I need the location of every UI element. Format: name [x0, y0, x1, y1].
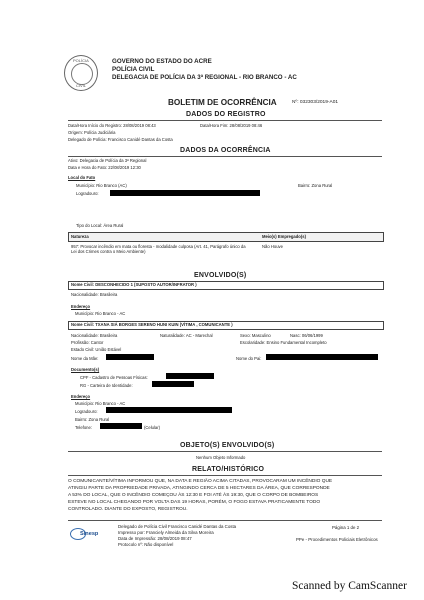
- person2-cpf-label: CPF - Cadastro de Pessoas Físicas:: [80, 375, 148, 380]
- weapon-col-header: Meio(s) Empregado(s): [262, 234, 306, 239]
- redaction-block: [152, 381, 194, 387]
- local-bairro: Bairro: Zona Rural: [298, 183, 333, 188]
- relato-line: CONTROLADO. DIANTE DO EXPOSTO, REGISTROU.: [68, 507, 188, 512]
- weapon-value: Não Houve: [262, 244, 283, 249]
- registro-end: Data/Hora Fim: 28/08/2019 08:46: [200, 123, 263, 128]
- redaction-block: [106, 407, 232, 413]
- person2-birth: Nasc: 06/06/1999: [290, 333, 323, 338]
- person2-address-label: Endereço: [71, 394, 91, 399]
- local-logradouro: Logradouro:: [76, 191, 99, 196]
- person1-address-label: Endereço: [71, 304, 91, 309]
- person2-sexo: Sexo: Masculino: [240, 333, 271, 338]
- document-page: [40, 50, 398, 570]
- local-tipo: Tipo do Local: Área Rural: [76, 223, 124, 228]
- person2-bairro: Bairro: Zona Rural: [75, 417, 110, 422]
- objetos-text: Nenhum Objeto Informado: [196, 455, 246, 460]
- person2-phone-type: (Celular): [144, 425, 161, 430]
- relato-text: [68, 478, 384, 513]
- local-label: Local do Fato: [68, 175, 96, 180]
- person2-nationality: Nacionalidade: Brasileira: [71, 333, 118, 338]
- relato-line: A 53% DO LOCAL, QUE O INCÊNDIO COMEÇOU ÀS 12:30 E FOI ATÉ ÀS 19:30, QUE O CORPO DE BOMBEIROS: [68, 493, 319, 498]
- local-municipio: Município: Rio Branco (AC): [76, 183, 127, 188]
- section-envolvidos: ENVOLVIDO(S): [194, 272, 247, 279]
- person2-mother-label: Nome da Mãe:: [71, 356, 99, 361]
- person2-docs-label: Documento(s): [71, 367, 100, 372]
- person2-naturalidade: Naturalidade: AC - Marechal: [160, 333, 213, 338]
- report-title: BOLETIM DE OCORRÊNCIA: [168, 98, 277, 107]
- person2-title: Nome Civil: TXANA SIÁ BORGES SERENO HUNI KUIN (VÍTIMA , COMUNICANTE ): [71, 322, 233, 327]
- person2-phone-label: Telefone:: [75, 425, 92, 430]
- footer-page: Página 1 de 2: [332, 525, 360, 530]
- footer-protocolo: Protocolo nº: Não disponível: [118, 542, 174, 547]
- footer-ppe: PPe - Procedimentos Policiais Eletrônicos: [296, 537, 378, 542]
- nature-col-header: Natureza: [71, 234, 89, 239]
- person2-rg-label: RG - Carteira de Identidade:: [80, 383, 133, 388]
- relato-line: O COMUNICANTE/VÍTIMA INFORMOU QUE, NA DATA E REGIÃO ACIMA CITADAS, PROVOCARAM UM INCÊNDIO QUE: [68, 479, 333, 484]
- scanner-watermark: Scanned by CamScanner: [292, 580, 407, 592]
- person2-civil: Estado Civil: União Estável: [71, 347, 122, 352]
- person2-profession: Profissão: Cantor: [71, 340, 104, 345]
- person1-nationality: Nacionalidade: Brasileira: [71, 292, 118, 297]
- person1-municipio: Município: Rio Branco - AC: [75, 311, 126, 316]
- relato-line: ESTEVE NO LOCAL CHEGANDO POR VOLTA DAS 19 HORAS, PORÉM, O FOGO ESTAVA PRATICAMENTE TODO: [68, 500, 321, 505]
- redaction-block: [266, 354, 378, 360]
- section-registro: DADOS DO REGISTRO: [186, 111, 266, 118]
- sinesp-logo-icon: Sinesp: [70, 528, 100, 542]
- section-ocorrencia: DADOS DA OCORRÊNCIA: [180, 147, 271, 154]
- redaction-block: [166, 373, 214, 379]
- ocorrencia-when: Data e Hora do Fato: 22/08/2019 12:30: [68, 165, 141, 170]
- footer-impresso: Impresso por: Franciely Almeida da Silva Moreira: [118, 530, 214, 535]
- header-delegacia: DELEGACIA DE POLÍCIA DA 3ª REGIONAL - RIO BRANCO - AC: [112, 74, 297, 81]
- footer-date: Data de Impressão: 28/08/2019 08:47: [118, 536, 192, 541]
- registro-start: Data/Hora Início do Registro: 28/08/2019 08:43: [68, 123, 156, 128]
- report-number: Nº: 032303/2019-A01: [292, 100, 339, 105]
- ocorrencia-unit: Ativo: Delegacia de Polícia da 3ª Regional: [68, 158, 147, 163]
- footer-delegado: Delegado de Polícia Civil Francisco Canidé Dantas da Costa: [118, 524, 237, 529]
- header-police: POLÍCIA CIVIL: [112, 66, 155, 73]
- nature-value: 957: Provocar incêndio em mata ou floresta - modalidade culposa (Art. 41, Parágrafo único da Lei dos Crimes contra o Meio Ambiente): [71, 244, 246, 255]
- relato-line: ATINGIU PARTE DA PROPRIEDADE PRIVADA, ATINGINDO CERCA DE 5 HECTARES DA ÁREA, QUE CORRESPONDE: [68, 486, 330, 491]
- section-objetos: OBJETO(S) ENVOLVIDO(S): [180, 442, 275, 449]
- nature-table-header: [68, 232, 384, 242]
- person2-father-label: Nome do Pai:: [236, 356, 262, 361]
- redaction-block: [106, 354, 154, 360]
- police-seal-icon: POLÍCIA CIVIL: [64, 55, 98, 91]
- section-relato: RELATO/HISTÓRICO: [192, 466, 265, 473]
- header-gov: GOVERNO DO ESTADO DO ACRE: [112, 58, 212, 65]
- redaction-block: [100, 423, 142, 429]
- registro-origin: Origem: Polícia Judiciária: [68, 130, 116, 135]
- redaction-block: [110, 190, 260, 196]
- person2-municipio: Município: Rio Branco - AC: [75, 401, 126, 406]
- person2-logradouro: Logradouro:: [75, 409, 98, 414]
- person2-education: Escolaridade: Ensino Fundamental Incompleto: [240, 340, 327, 345]
- registro-delegado: Delegado de Polícia: Francisco Canidé Dantas da Costa: [68, 137, 173, 142]
- person1-title: Nome Civil: DESCONHECIDO 1 (SUPOSTO AUTOR/INFRATOR ): [71, 282, 197, 287]
